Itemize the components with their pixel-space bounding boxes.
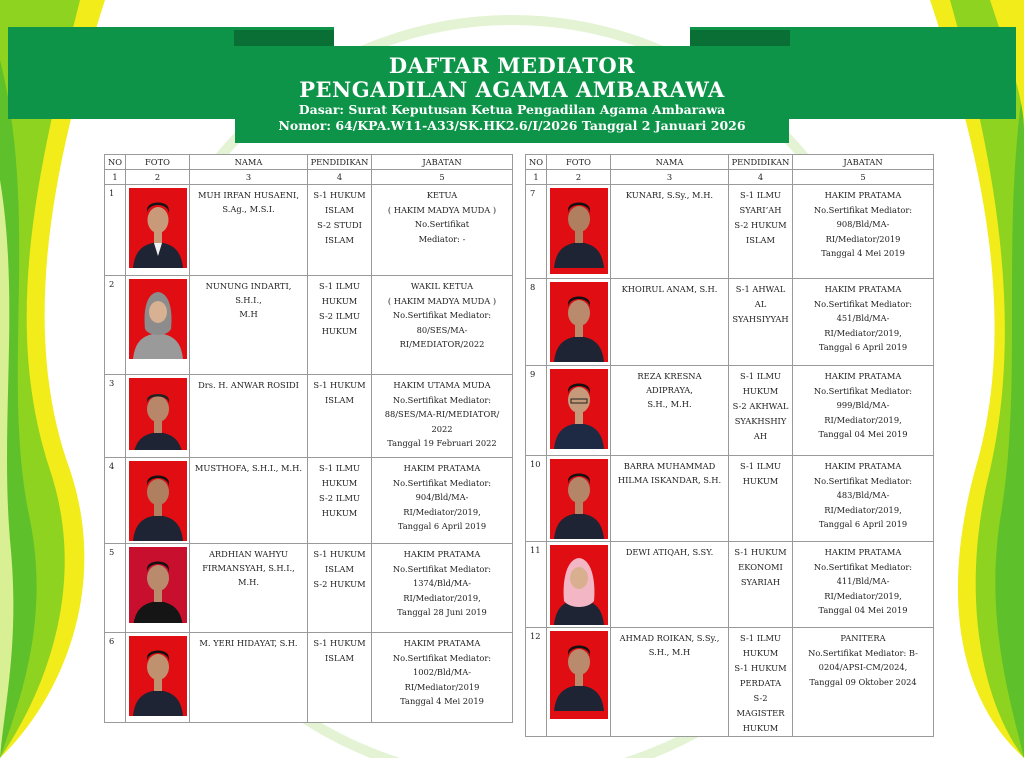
table-row <box>526 628 934 737</box>
photo-cell <box>547 456 611 542</box>
col-foto: FOTO <box>547 155 611 170</box>
table-row <box>105 544 513 633</box>
mediator-education: S-1 ILMU HUKUM S-1 HUKUM PERDATA S-2 MAGISTER HUKUM <box>729 628 793 737</box>
table-row <box>526 185 934 279</box>
row-number: 1 <box>105 185 126 276</box>
table-row <box>526 542 934 628</box>
mediator-position: HAKIM UTAMA MUDA No.Sertifikat Mediator: 88/SES/MA-RI/MEDIATOR/ 2022 Tanggal 19 Februari 2022 <box>372 375 513 458</box>
row-number: 3 <box>105 375 126 458</box>
row-number: 11 <box>526 542 547 628</box>
photo-cell <box>126 633 190 723</box>
col-pendidikan: PENDIDIKAN <box>729 155 793 170</box>
mediator-position: HAKIM PRATAMA No.Sertifikat Mediator: 451/Bld/MA- RI/Mediator/2019, Tanggal 6 April 2019 <box>793 279 934 366</box>
col-index: 4 <box>729 170 793 185</box>
mediator-photo <box>550 282 608 362</box>
mediator-name: M. YERI HIDAYAT, S.H. <box>190 633 308 723</box>
mediator-education: S-1 HUKUM EKONOMI SYARIAH <box>729 542 793 628</box>
mediator-table-right <box>525 154 934 737</box>
mediator-photo <box>129 378 187 450</box>
photo-cell <box>126 276 190 375</box>
table-row <box>105 276 513 375</box>
table-row <box>526 456 934 542</box>
mediator-name: REZA KRESNA ADIPRAYA, S.H., M.H. <box>611 366 729 456</box>
row-number: 5 <box>105 544 126 633</box>
mediator-photo <box>550 631 608 719</box>
court-name: PENGADILAN AGAMA AMBARAWA <box>299 77 725 102</box>
col-pendidikan: PENDIDIKAN <box>308 155 372 170</box>
mediator-name: KHOIRUL ANAM, S.H. <box>611 279 729 366</box>
col-index: 5 <box>793 170 934 185</box>
mediator-photo <box>550 545 608 625</box>
mediator-name: KUNARI, S.Sy., M.H. <box>611 185 729 279</box>
mediator-education: S-1 ILMU HUKUM S-2 AKHWAL SYAKHSHIY AH <box>729 366 793 456</box>
row-number: 2 <box>105 276 126 375</box>
col-foto: FOTO <box>126 155 190 170</box>
title-banner <box>235 46 789 143</box>
col-index: 3 <box>611 170 729 185</box>
mediator-education: S-1 ILMU HUKUM <box>729 456 793 542</box>
mediator-education: S-1 AHWAL AL SYAHSIYYAH <box>729 279 793 366</box>
table-row <box>526 279 934 366</box>
col-nama: NAMA <box>190 155 308 170</box>
photo-cell <box>547 366 611 456</box>
row-number: 12 <box>526 628 547 737</box>
col-index: 2 <box>547 170 611 185</box>
mediator-photo <box>129 636 187 716</box>
col-index: 3 <box>190 170 308 185</box>
mediator-position: HAKIM PRATAMA No.Sertifikat Mediator: 1002/Bld/MA- RI/Mediator/2019 Tanggal 4 Mei 2019 <box>372 633 513 723</box>
col-nama: NAMA <box>611 155 729 170</box>
mediator-photo <box>129 188 187 268</box>
mediator-education: S-1 ILMU SYARI’AH S-2 HUKUM ISLAM <box>729 185 793 279</box>
table-row <box>105 375 513 458</box>
mediator-position: PANITERA No.Sertifikat Mediator: B- 0204/APSI-CM/2024, Tanggal 09 Oktober 2024 <box>793 628 934 737</box>
mediator-position: HAKIM PRATAMA No.Sertifikat Mediator: 483/Bld/MA- RI/Mediator/2019, Tanggal 6 April 2019 <box>793 456 934 542</box>
mediator-position: HAKIM PRATAMA No.Sertifikat Mediator: 908/Bld/MA- RI/Mediator/2019 Tanggal 4 Mei 2019 <box>793 185 934 279</box>
mediator-education: S-1 HUKUM ISLAM <box>308 633 372 723</box>
row-number: 7 <box>526 185 547 279</box>
photo-cell <box>547 279 611 366</box>
photo-cell <box>126 458 190 544</box>
col-index: 1 <box>526 170 547 185</box>
decree-number: Nomor: 64/KPA.W11-A33/SK.HK2.6/I/2026 Tanggal 2 Januari 2026 <box>278 118 746 133</box>
mediator-name: DEWI ATIQAH, S.SY. <box>611 542 729 628</box>
mediator-photo <box>129 279 187 359</box>
mediator-name: MUH IRFAN HUSAENI, S.Ag., M.S.I. <box>190 185 308 276</box>
mediator-photo <box>550 459 608 539</box>
mediator-photo <box>129 547 187 623</box>
mediator-position: HAKIM PRATAMA No.Sertifikat Mediator: 1374/Bld/MA- RI/Mediator/2019, Tanggal 28 Juni 2019 <box>372 544 513 633</box>
mediator-photo <box>129 461 187 541</box>
col-index: 4 <box>308 170 372 185</box>
mediator-photo <box>550 188 608 274</box>
col-no: NO <box>105 155 126 170</box>
photo-cell <box>126 185 190 276</box>
mediator-education: S-1 HUKUM ISLAM <box>308 375 372 458</box>
column-index-row <box>526 170 934 185</box>
table-row <box>105 633 513 723</box>
col-index: 1 <box>105 170 126 185</box>
mediator-name: MUSTHOFA, S.H.I., M.H. <box>190 458 308 544</box>
column-header-row <box>105 155 513 170</box>
row-number: 9 <box>526 366 547 456</box>
mediator-name: BARRA MUHAMMAD HILMA ISKANDAR, S.H. <box>611 456 729 542</box>
row-number: 6 <box>105 633 126 723</box>
photo-cell <box>547 185 611 279</box>
row-number: 10 <box>526 456 547 542</box>
mediator-name: Drs. H. ANWAR ROSIDI <box>190 375 308 458</box>
mediator-position: HAKIM PRATAMA No.Sertifikat Mediator: 411/Bld/MA- RI/Mediator/2019, Tanggal 04 Mei 2019 <box>793 542 934 628</box>
photo-cell <box>547 542 611 628</box>
row-number: 4 <box>105 458 126 544</box>
mediator-position: HAKIM PRATAMA No.Sertifikat Mediator: 999/Bld/MA- RI/Mediator/2019, Tanggal 04 Mei 2019 <box>793 366 934 456</box>
photo-cell <box>126 375 190 458</box>
table-row <box>105 185 513 276</box>
mediator-education: S-1 HUKUM ISLAM S-2 HUKUM <box>308 544 372 633</box>
photo-cell <box>547 628 611 737</box>
mediator-name: NUNUNG INDARTI, S.H.I., M.H <box>190 276 308 375</box>
col-index: 2 <box>126 170 190 185</box>
table-row <box>526 366 934 456</box>
column-header-row <box>526 155 934 170</box>
col-no: NO <box>526 155 547 170</box>
mediator-photo <box>550 369 608 449</box>
table-row <box>105 458 513 544</box>
mediator-education: S-1 ILMU HUKUM S-2 ILMU HUKUM <box>308 458 372 544</box>
mediator-name: AHMAD ROIKAN, S.Sy., S.H., M.H <box>611 628 729 737</box>
page-title: DAFTAR MEDIATOR <box>388 53 636 78</box>
mediator-position: HAKIM PRATAMA No.Sertifikat Mediator: 904/Bld/MA- RI/Mediator/2019, Tanggal 6 April 2019 <box>372 458 513 544</box>
mediator-table-left <box>104 154 513 723</box>
col-index: 5 <box>372 170 513 185</box>
mediator-position: WAKIL KETUA ( HAKIM MADYA MUDA ) No.Sertifikat Mediator: 80/SES/MA- RI/MEDIATOR/2022 <box>372 276 513 375</box>
mediator-name: ARDHIAN WAHYU FIRMANSYAH, S.H.I., M.H. <box>190 544 308 633</box>
mediator-education: S-1 HUKUM ISLAM S-2 STUDI ISLAM <box>308 185 372 276</box>
decree-basis: Dasar: Surat Keputusan Ketua Pengadilan Agama Ambarawa <box>298 102 726 117</box>
column-index-row <box>105 170 513 185</box>
row-number: 8 <box>526 279 547 366</box>
mediator-position: KETUA ( HAKIM MADYA MUDA ) No.Sertifikat Mediator: - <box>372 185 513 276</box>
col-jabatan: JABATAN <box>793 155 934 170</box>
photo-cell <box>126 544 190 633</box>
mediator-education: S-1 ILMU HUKUM S-2 ILMU HUKUM <box>308 276 372 375</box>
col-jabatan: JABATAN <box>372 155 513 170</box>
